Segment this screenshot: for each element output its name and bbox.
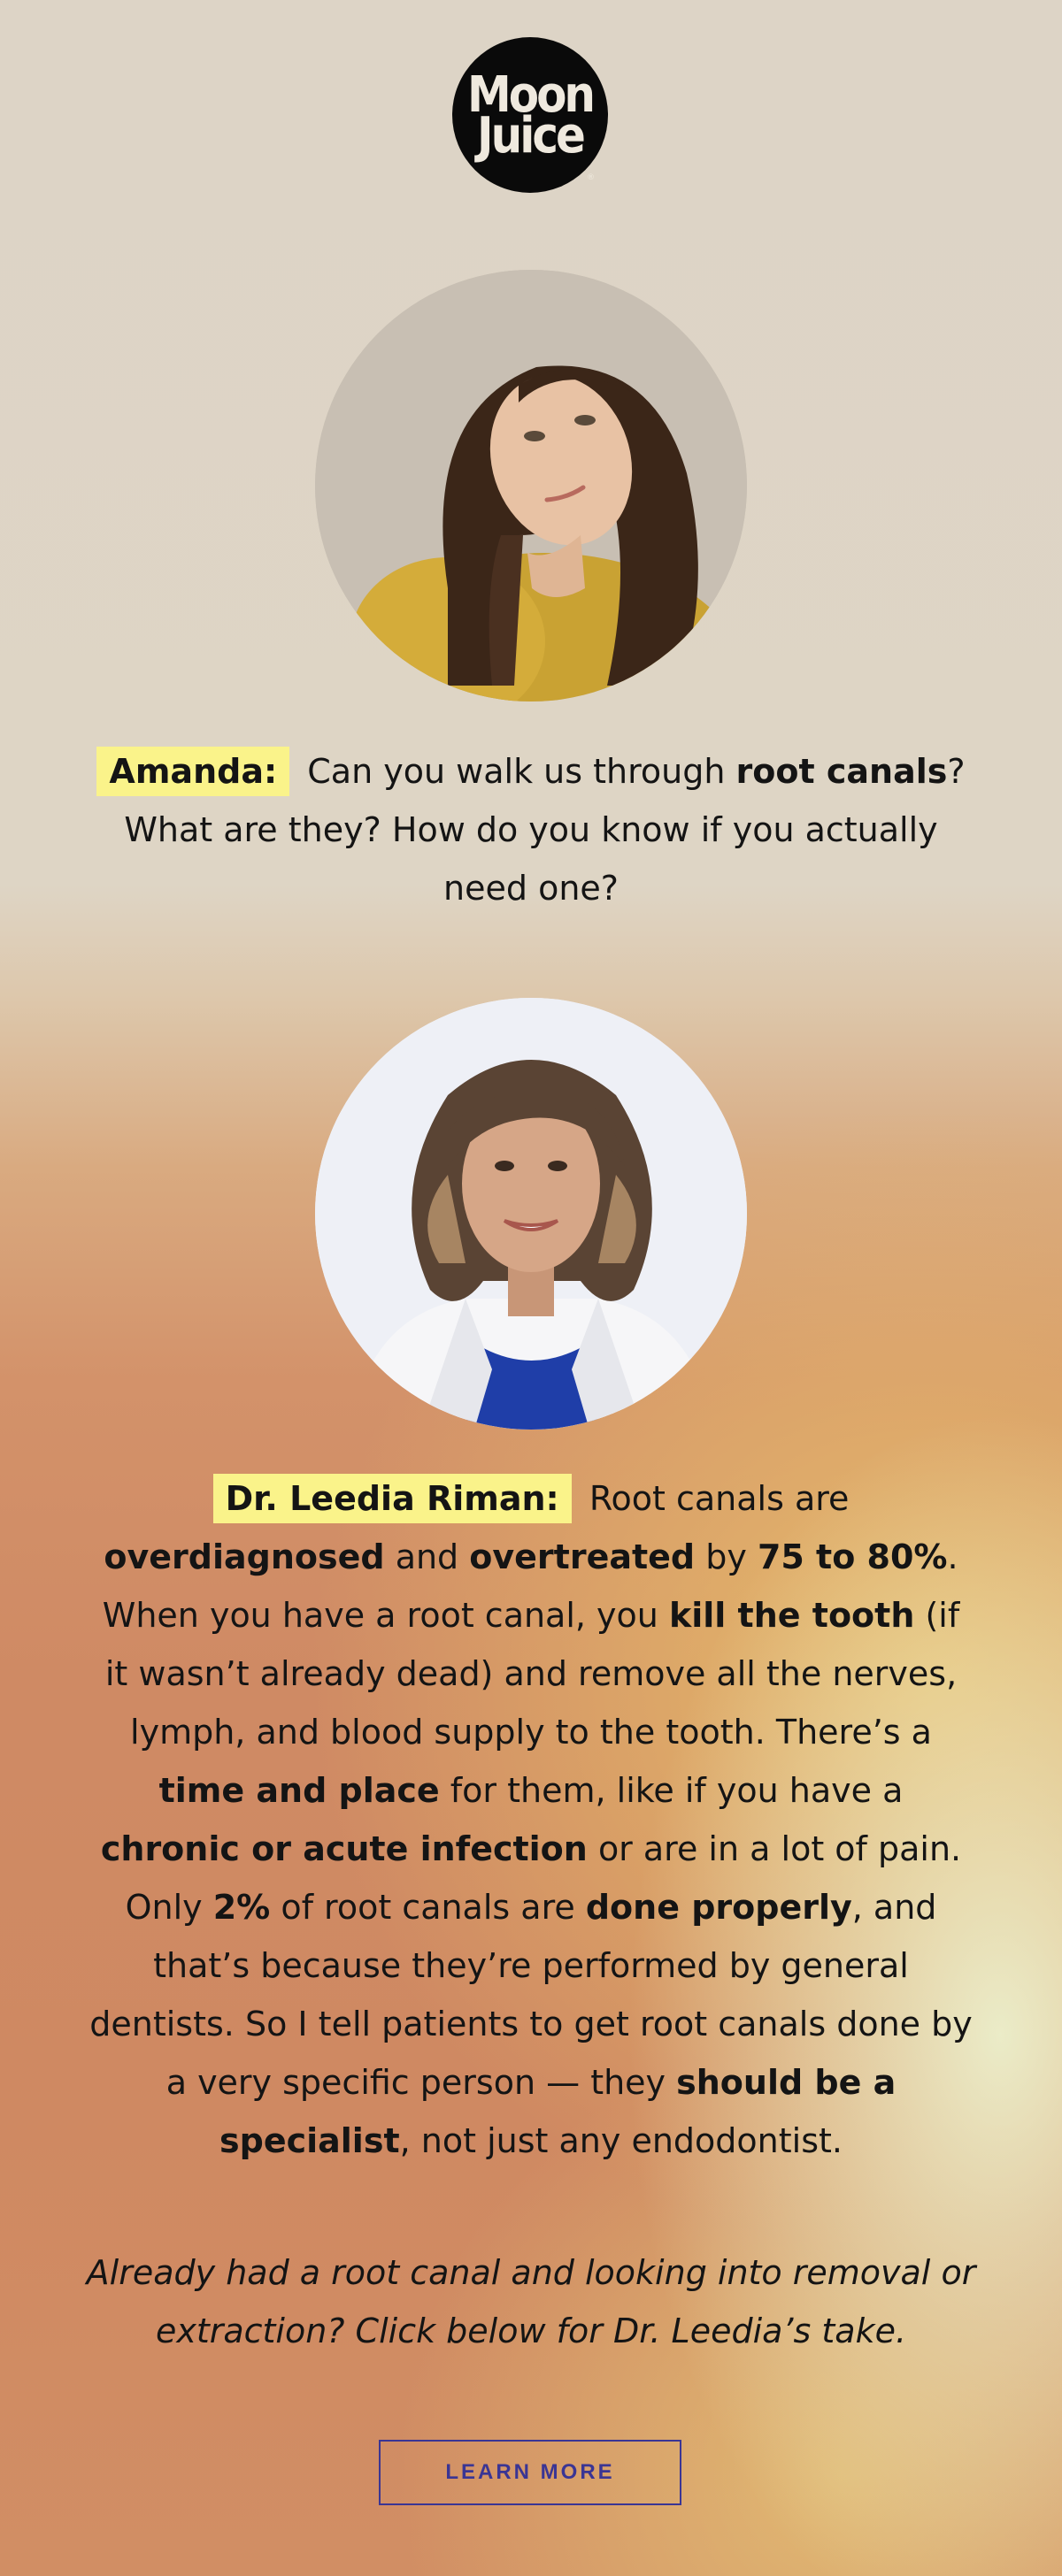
amanda-question bbox=[88, 742, 974, 917]
amanda-portrait-illustration bbox=[315, 270, 747, 702]
dr-leedia-portrait bbox=[315, 998, 747, 1430]
dr-leedia-portrait-illustration bbox=[315, 998, 747, 1430]
learn-more-button[interactable]: LEARN MORE bbox=[379, 2440, 681, 2505]
cta-message: Already had a root canal and looking into removal or extraction? Click below for Dr. Leedia’s take. bbox=[86, 2253, 976, 2350]
moon-juice-logo[interactable] bbox=[452, 37, 608, 193]
amanda-portrait bbox=[315, 270, 747, 702]
answer-text: , not just any endodontist. bbox=[399, 2121, 843, 2160]
answer-bold: 75 to 80% bbox=[757, 1537, 948, 1576]
speaker-label-dr-leedia: Dr. Leedia Riman: bbox=[213, 1474, 572, 1523]
question-bold: root canals bbox=[735, 752, 948, 791]
answer-bold: should be a specialist bbox=[219, 2063, 897, 2160]
answer-bold: kill the tooth bbox=[668, 1596, 915, 1635]
answer-text: , and that’s because they’re performed by general dentists. So I tell patients to get root canals done by a very specific person — they bbox=[89, 1888, 973, 2102]
logo-text-line-1: Moon bbox=[466, 65, 594, 124]
logo-registered-mark: ® bbox=[587, 173, 595, 182]
question-text: Can you walk us through bbox=[307, 752, 726, 791]
answer-text: of root canals are bbox=[281, 1888, 575, 1927]
answer-text: (if it wasn’t already dead) and remove all the nerves, lymph, and blood supply to the tooth. There’s a bbox=[104, 1596, 960, 1752]
answer-text: and bbox=[395, 1537, 459, 1576]
answer-bold: 2% bbox=[212, 1888, 271, 1927]
answer-bold: done properly bbox=[585, 1888, 852, 1927]
answer-bold: overdiagnosed bbox=[104, 1537, 385, 1576]
logo-text-line-2: Juice bbox=[477, 106, 583, 165]
speaker-label-amanda: Amanda: bbox=[96, 747, 289, 796]
answer-bold: chronic or acute infection bbox=[100, 1829, 588, 1868]
answer-bold: overtreated bbox=[469, 1537, 696, 1576]
dr-leedia-answer bbox=[88, 1469, 974, 2170]
answer-text: by bbox=[705, 1537, 747, 1576]
question-text: ? What are they? How do you know if you actually need one? bbox=[124, 752, 966, 908]
answer-text: for them, like if you have a bbox=[450, 1771, 904, 1810]
answer-bold: time and place bbox=[158, 1771, 440, 1810]
answer-text: Root canals are bbox=[589, 1479, 850, 1518]
answer-text: . When you have a root canal, you bbox=[102, 1537, 958, 1635]
answer-text: or are in a lot of pain. Only bbox=[125, 1829, 962, 1927]
